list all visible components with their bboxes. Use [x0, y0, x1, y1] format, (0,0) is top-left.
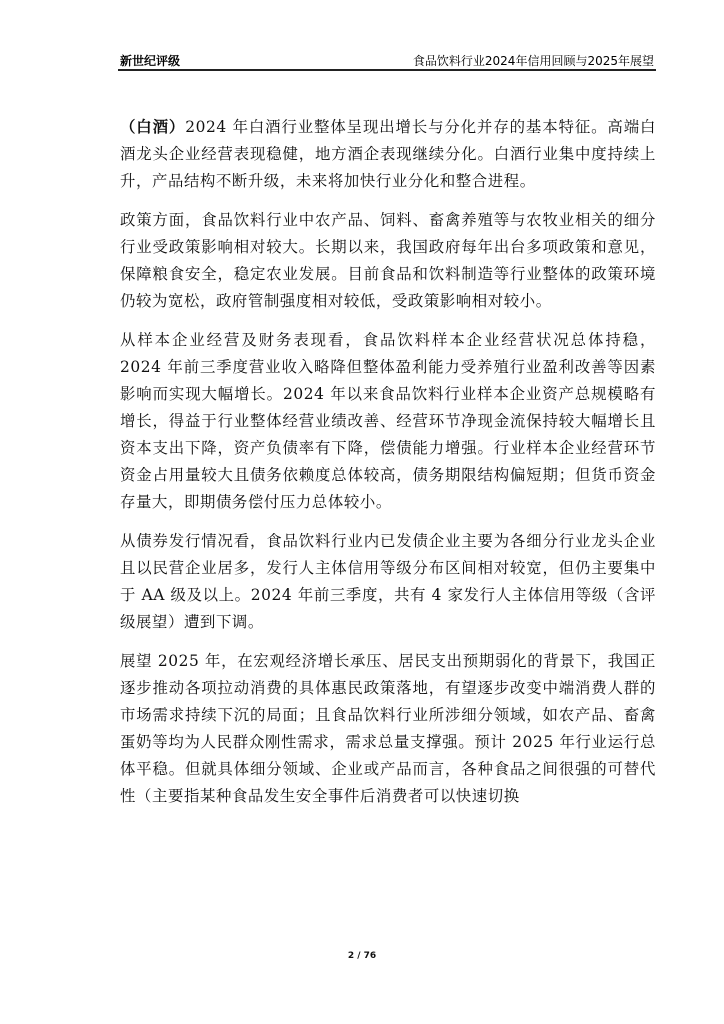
document-body [120, 114, 656, 810]
page-header [120, 50, 654, 70]
paragraph-lead: （白酒） [120, 118, 186, 136]
page-number: 2 / 76 [347, 951, 377, 961]
paragraph-outlook: 展望 2025 年，在宏观经济增长承压、居民支出预期弱化的背景下，我国正逐步推动各项拉动消费的具体惠民政策落地，有望逐步改变中端消费人群的市场需求持续下沉的局面；且食品饮料行业所涉细分领域，如农产品、畜禽蛋奶等均为人民群众刚性需求，需求总量支撑强。预计 2025 年行业运行总体平稳。但就具体细分领域、企业或产品而言，各种食品之间很强的可替代性（主要指某种食品发生安全事件后消费者可以快速切换 [120, 652, 656, 805]
header-publisher: 新世纪评级 [120, 54, 181, 68]
header-divider [118, 69, 656, 71]
paragraph-baijiu [120, 114, 656, 195]
paragraph-financials: 从样本企业经营及财务表现看，食品饮料样本企业经营状况总体持稳，2024 年前三季度营业收入略降但整体盈利能力受养殖行业盈利改善等因素影响而实现大幅增长。2024 年以来食品饮料行业样本企业资产总规模略有增长，得益于行业整体经营业绩改善、经营环节净现金流保持较大幅增长且资本支出下降，资产负债率有下降，偿债能力增强。行业样本企业经营环节资金占用量较大且债务依赖度总体较高，债务期限结构偏短期；但货币资金存量大，即期债务偿付压力总体较小。 [120, 331, 656, 511]
paragraph-text: 2024 年白酒行业整体呈现出增长与分化并存的基本特征。高端白酒龙头企业经营表现稳健，地方酒企表现继续分化。白酒行业集中度持续上升，产品结构不断升级，未来将加快行业分化和整合进程。 [120, 118, 656, 190]
paragraph-policy: 政策方面，食品饮料行业中农产品、饲料、畜禽养殖等与农牧业相关的细分行业受政策影响相对较大。长期以来，我国政府每年出台多项政策和意见，保障粮食安全，稳定农业发展。目前食品和饮料制造等行业整体的政策环境仍较为宽松，政府管制强度相对较低，受政策影响相对较小。 [120, 211, 656, 310]
header-report-title: 食品饮料行业2024年信用回顾与2025年展望 [412, 54, 654, 68]
paragraph-bond-issuance: 从债券发行情况看，食品饮料行业内已发债企业主要为各细分行业龙头企业且以民营企业居多，发行人主体信用等级分布区间相对较宽，但仍主要集中于 AA 级及以上。2024 年前三季度，共有 4 家发行人主体信用等级（含评级展望）遭到下调。 [120, 532, 656, 631]
